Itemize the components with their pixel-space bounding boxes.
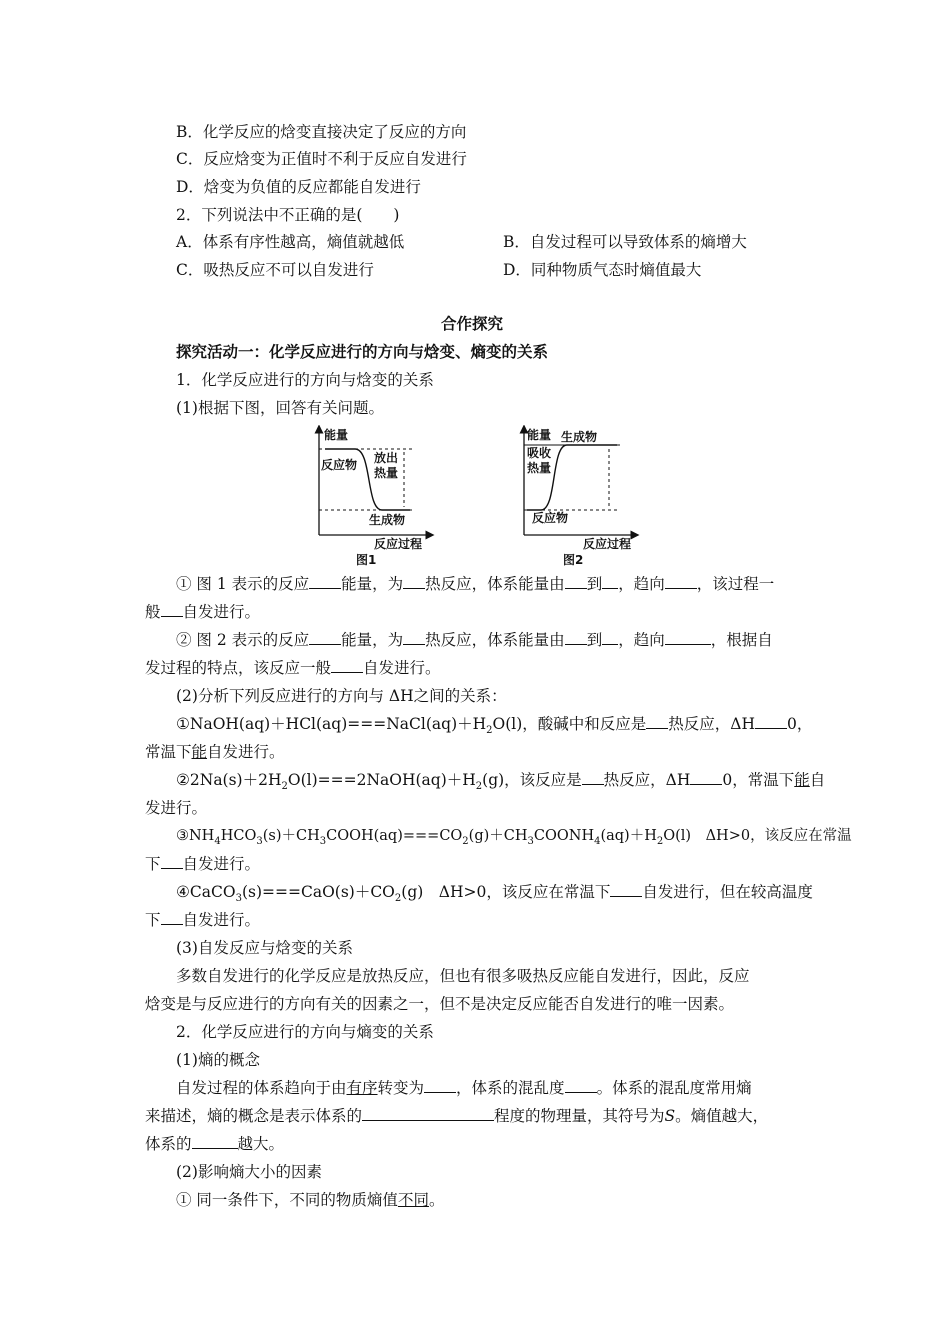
fig1-heat-label-2: 热量 — [374, 466, 399, 480]
paragraph-line-1: 多数自发进行的化学反应是放热反应，但也有很多吸热反应能自发进行，因此，反应 — [176, 967, 750, 985]
reaction-3-line-1: $③NH_4HCO_3(s)+CH_3COOH(aq)===CO_2(g)+CH_3COONH_4(aq)+H_2O(l)$ ΔH>0，该反应在常温 — [176, 828, 852, 847]
part-1-sub-2: (2)分析下列反应进行的方向与 ΔH之间的关系： — [176, 687, 507, 705]
q2-option-d: D．同种物质气态时熵值最大 — [503, 261, 702, 279]
fig1-y-label: 能量 — [324, 428, 349, 442]
fig1-heat-label-1: 放出 — [374, 451, 399, 465]
part-2-title: 2．化学反应进行的方向与熵变的关系 — [176, 1023, 434, 1041]
answer-blank — [755, 713, 787, 729]
answer-blank — [331, 657, 363, 673]
q2-option-c: C．吸热反应不可以自发进行 — [176, 261, 374, 279]
reaction-1-line-2: 常温下能自发进行。 — [145, 743, 285, 761]
option-c: C．反应焓变为正值时不利于反应自发进行 — [176, 150, 467, 168]
answer-blank — [565, 629, 587, 645]
answer-blank — [403, 629, 425, 645]
answer-blank — [610, 881, 642, 897]
answer-blank — [665, 573, 697, 589]
section-title: 合作探究 — [441, 315, 504, 333]
answer-blank — [362, 1105, 494, 1121]
fig1-x-label: 反应过程 — [374, 537, 423, 551]
q2-option-b: B．自发过程可以导致体系的熵增大 — [503, 233, 747, 251]
reaction-1-line-1: $①NaOH(aq)+HCl(aq)===NaCl(aq)+H_2O(l)$，酸碱中和反应是 热反应，ΔH 0， — [176, 715, 813, 737]
answer-blank — [309, 629, 341, 645]
entropy-line-1: 自发过程的体系趋向于由有序转变为 ，体系的混乱度 。体系的混乱度常用熵 — [176, 1079, 752, 1097]
reaction-2-line-1: $②2Na(s)+2H_2O(l)===2NaOH(aq)+H_2(g)$，该反应是 热反应，ΔH 0，常温下能自 — [176, 771, 826, 793]
figure-1 — [300, 425, 435, 575]
activity-title: 探究活动一：化学反应进行的方向与焓变、熵变的关系 — [176, 343, 549, 361]
part-1-sub-1: (1)根据下图，回答有关问题。 — [176, 399, 384, 417]
question-2-stem: 2．下列说法中不正确的是( ) — [176, 206, 400, 224]
answer-blank — [646, 713, 668, 729]
entropy-line-3: 体系的 越大。 — [145, 1135, 285, 1153]
part-1-sub-3: (3)自发反应与焓变的关系 — [176, 939, 353, 957]
fig2-y-label: 能量 — [527, 428, 552, 442]
answer-blank — [161, 853, 183, 869]
answer-blank — [565, 573, 587, 589]
answer-blank — [424, 1077, 456, 1093]
last-line: ① 同一条件下，不同的物质熵值不同。 — [176, 1191, 445, 1209]
fig1-product-label: 生成物 — [369, 513, 406, 527]
reaction-3-line-2: 下 自发进行。 — [145, 855, 261, 873]
part-2-sub-1: (1)熵的概念 — [176, 1051, 260, 1069]
paragraph-line-2: 焓变是与反应进行的方向有关的因素之一，但不是决定反应能否自发进行的唯一因素。 — [145, 995, 735, 1013]
option-d: D．焓变为负值的反应都能自发进行 — [176, 178, 421, 196]
fig2-reactant-label: 反应物 — [532, 511, 569, 525]
option-b: B．化学反应的焓变直接决定了反应的方向 — [176, 123, 467, 141]
answer-blank — [161, 909, 183, 925]
reaction-2-line-2: 发进行。 — [145, 799, 208, 817]
fig2-x-label: 反应过程 — [583, 537, 632, 551]
answer-blank — [192, 1133, 238, 1149]
fig2-question-line-2: 发过程的特点，该反应一般 自发进行。 — [145, 659, 441, 677]
reaction-4-line-2: 下 自发进行。 — [145, 911, 261, 929]
fig2-heat-label-1: 吸收 — [527, 446, 552, 460]
answer-blank — [690, 769, 722, 785]
answer-blank — [582, 769, 604, 785]
fig2-heat-label-2: 热量 — [527, 461, 552, 475]
q2-option-a: A．体系有序性越高，熵值就越低 — [176, 233, 405, 251]
answer-blank — [665, 629, 711, 645]
answer-blank — [403, 573, 425, 589]
answer-blank — [565, 1077, 597, 1093]
answer-blank — [602, 573, 618, 589]
part-1-title: 1．化学反应进行的方向与焓变的关系 — [176, 371, 434, 389]
entropy-line-2: 来描述，熵的概念是表示体系的 程度的物理量，其符号为S。熵值越大， — [145, 1107, 769, 1125]
fig2-question-line-1: ② 图 2 表示的反应 能量，为 热反应，体系能量由 到 ，趋向 ，根据自 — [176, 631, 773, 649]
fig1-reactant-label: 反应物 — [321, 458, 358, 472]
fig1-question-line-2: 般 自发进行。 — [145, 603, 261, 621]
figure-2 — [505, 425, 640, 575]
part-2-sub-2: (2)影响熵大小的因素 — [176, 1163, 322, 1181]
fig1-caption: 图1 — [356, 553, 377, 567]
answer-blank — [602, 629, 618, 645]
answer-blank — [161, 601, 183, 617]
fig2-caption: 图2 — [563, 553, 584, 567]
answer-blank — [309, 573, 341, 589]
fig1-question-line-1: ① 图 1 表示的反应 能量，为 热反应，体系能量由 到 ，趋向 ，该过程一 — [176, 575, 775, 593]
reaction-4-line-1: $④CaCO_3(s)===CaO(s)+CO_2(g)$ ΔH>0，该反应在常温下 自发进行，但在较高温度 — [176, 883, 813, 905]
fig2-product-label: 生成物 — [561, 430, 598, 444]
